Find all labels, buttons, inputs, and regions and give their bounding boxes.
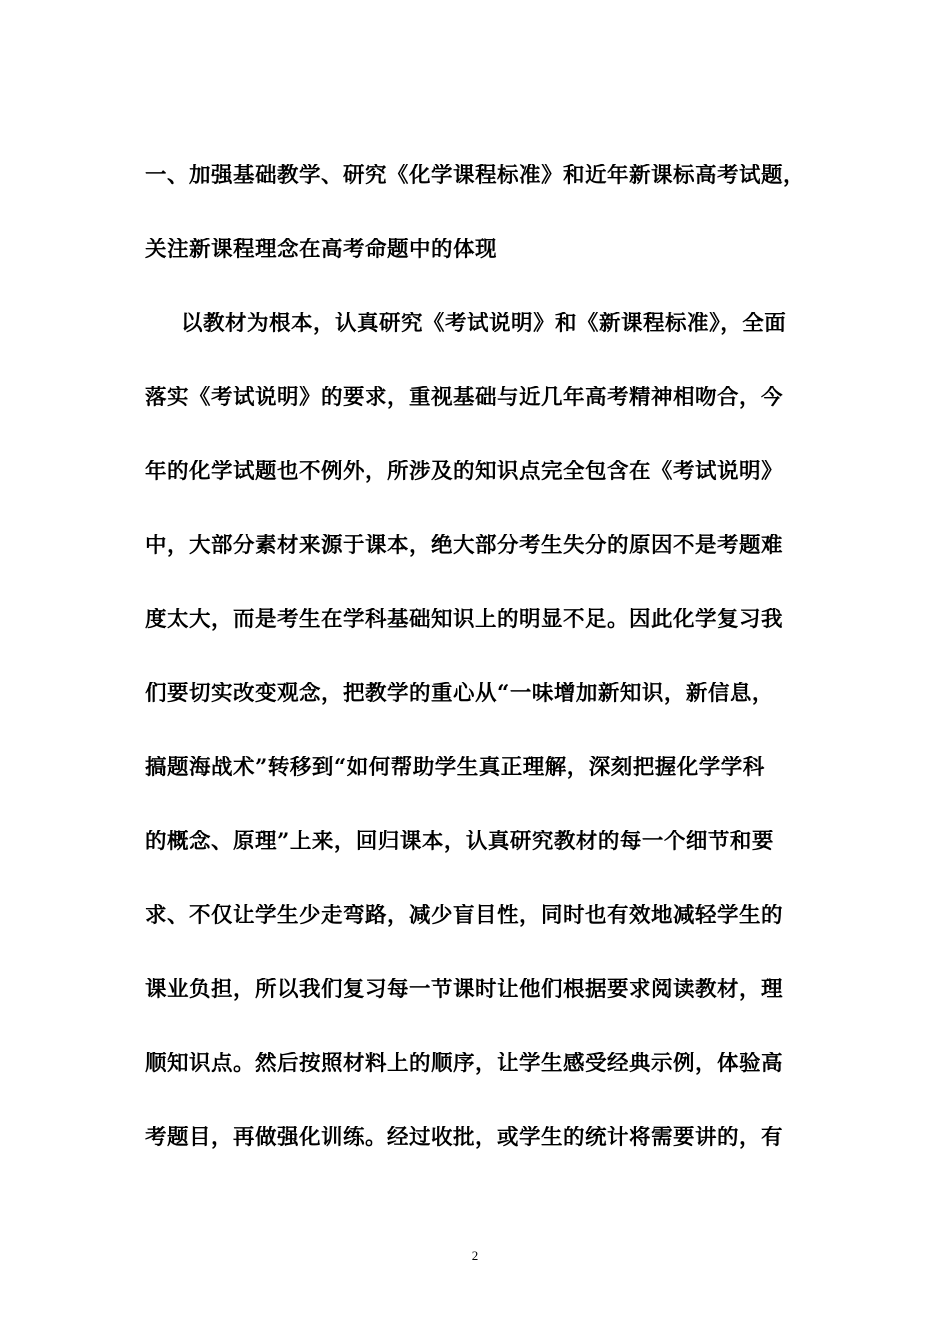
section-heading-line-2: 关注新课程理念在高考命题中的体现 bbox=[145, 238, 498, 262]
paragraph-line: 度太大，而是考生在学科基础知识上的明显不足。因此化学复习我 bbox=[145, 608, 784, 632]
paragraph-line: 的概念、原理”上来，回归课本，认真研究教材的每一个细节和要 bbox=[145, 830, 774, 854]
paragraph-line: 课业负担，所以我们复习每一节课时让他们根据要求阅读教材，理 bbox=[145, 978, 784, 1002]
paragraph-line: 落实《考试说明》的要求，重视基础与近几年高考精神相吻合，今 bbox=[145, 386, 784, 410]
page-number: 2 bbox=[471, 1248, 479, 1263]
paragraph-line: 中，大部分素材来源于课本，绝大部分考生失分的原因不是考题难 bbox=[145, 534, 784, 558]
document-body bbox=[145, 164, 805, 1150]
section-heading-line-1: 一、加强基础教学、研究《化学课程标准》和近年新课标高考试题， bbox=[145, 164, 805, 188]
paragraph-line: 以教材为根本，认真研究《考试说明》和《新课程标准》，全面 bbox=[181, 312, 787, 336]
paragraph-line: 年的化学试题也不例外，所涉及的知识点完全包含在《考试说明》 bbox=[145, 460, 784, 484]
paragraph-line: 考题目，再做强化训练。经过收批，或学生的统计将需要讲的，有 bbox=[145, 1126, 784, 1150]
paragraph-line: 们要切实改变观念，把教学的重心从“一味增加新知识，新信息， bbox=[145, 682, 774, 706]
paragraph-line: 顺知识点。然后按照材料上的顺序，让学生感受经典示例，体验高 bbox=[145, 1052, 784, 1076]
paragraph-line: 求、不仅让学生少走弯路，减少盲目性，同时也有效地减轻学生的 bbox=[145, 904, 784, 928]
paragraph-line: 搞题海战术”转移到“如何帮助学生真正理解，深刻把握化学学科 bbox=[145, 756, 765, 780]
